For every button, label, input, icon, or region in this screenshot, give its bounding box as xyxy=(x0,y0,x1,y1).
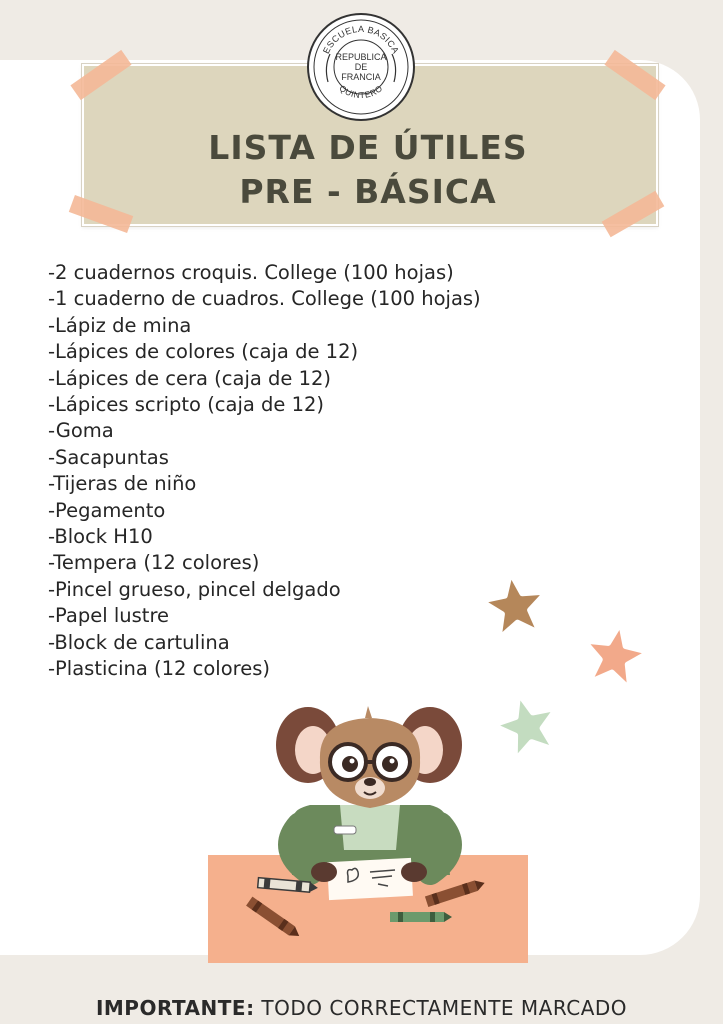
list-item: -Tempera (12 colores) xyxy=(48,551,260,575)
list-item: -2 cuadernos croquis. College (100 hojas) xyxy=(48,261,454,284)
seal-center-line-3: FRANCIA xyxy=(341,72,381,82)
list-item: -Tijeras de niño xyxy=(48,472,197,496)
list-item: -Sacapuntas xyxy=(48,445,169,469)
list-item: -1 cuaderno de cuadros. College (100 hojas) xyxy=(48,287,481,311)
list-item: -Lápices scripto (caja de 12) xyxy=(48,393,325,417)
footer-label: IMPORTANTE: xyxy=(95,996,255,1020)
list-item: -Lápices de colores (caja de 12) xyxy=(48,340,359,364)
list-item: -Lápices de cera (caja de 12) xyxy=(48,366,332,390)
supply-list xyxy=(48,260,481,683)
star-brown-icon xyxy=(470,560,560,650)
animal-drawing-illustration xyxy=(200,700,540,970)
list-item: -Block de cartulina xyxy=(48,630,230,654)
list-item: -Pegamento xyxy=(48,498,166,522)
star-peach-icon xyxy=(570,610,660,700)
seal-top-text: ESCUELA BASICA xyxy=(321,23,401,56)
school-seal xyxy=(306,12,416,122)
list-item: -Plasticina (12 colores) xyxy=(48,657,271,681)
footer-text: TODO CORRECTAMENTE MARCADO xyxy=(254,996,628,1020)
list-item: -Pincel grueso, pincel delgado xyxy=(48,577,341,601)
seal-center-line-2: DE xyxy=(354,62,368,72)
list-item: -Papel lustre xyxy=(48,604,170,628)
list-item: -Lápiz de mina xyxy=(48,313,192,337)
page-title-line-1: LISTA DE ÚTILES xyxy=(208,128,528,167)
seal-center-line-1: REPUBLICA xyxy=(335,52,387,62)
footer-note xyxy=(0,996,723,1020)
list-item: -Block H10 xyxy=(48,525,153,549)
seal-bottom-text: QUINTERO xyxy=(337,82,385,101)
list-item: -Goma xyxy=(48,419,114,443)
page-title-line-2: PRE - BÁSICA xyxy=(239,172,497,211)
